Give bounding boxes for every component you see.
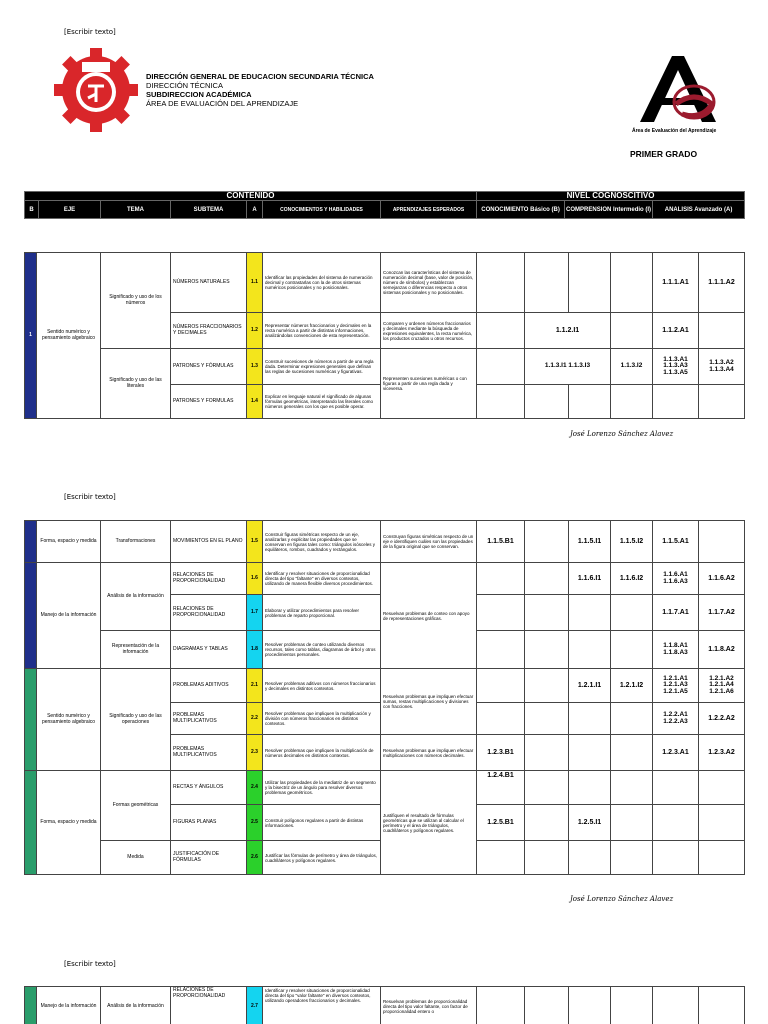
subtema-cell: PROBLEMAS ADITIVOS (171, 669, 247, 703)
header-line-2: DIRECCIÓN TÉCNICA (146, 81, 223, 90)
avanzado-cell-2: 1.1.6.A2 (699, 563, 745, 595)
subtema-cell: RELACIONES DE PROPORCIONALIDAD (171, 563, 247, 595)
avanzado-cell-1: 1.1.1.A1 (653, 253, 699, 313)
intermedio-cell-2: 1.1.5.I1 (569, 521, 611, 563)
ch-cell: Resolver problemas que impliquen la multiplicación de números decimales en distintos contextos. (263, 735, 381, 771)
intermedio-cell-3: 1.1.5.I2 (611, 521, 653, 563)
subtema-cell: RECTAS Y ÁNGULOS (171, 771, 247, 805)
avanzado-cell-2: 1.2.1.A2 1.2.1.A4 1.2.1.A6 (699, 669, 745, 703)
avanzado-cell-2: 1.1.7.A2 (699, 595, 745, 631)
intermedio-cell-2 (569, 771, 611, 805)
grade-title: PRIMER GRADO (630, 149, 698, 159)
avanzado-cell-1 (653, 987, 699, 1024)
eje-cell: Sentido numérico y pensamiento algebraico (37, 669, 101, 771)
ae-cell: Resuelvan problemas que impliquen efectuar multiplicaciones con números decimales. (381, 735, 477, 771)
ae-cell: Comparen y ordenen números fraccionarios y decimales mediante la búsqueda de expresiones equivalentes, la recta numérica, los productos cruzados u otros recursos. (381, 313, 477, 349)
area-evaluacion-logo (632, 50, 742, 136)
avanzado-cell-1 (653, 385, 699, 419)
basico-cell: 1.1.5.B1 (477, 521, 525, 563)
avanzado-cell-1: 1.2.1.A1 1.2.1.A3 1.2.1.A5 (653, 669, 699, 703)
col-aprendizajes: APRENDIZAJES ESPERADOS (381, 201, 477, 219)
num-cell: 1.4 (247, 385, 263, 419)
avanzado-cell-1: 1.1.8.A1 1.1.8.A3 (653, 631, 699, 669)
eje-cell: Manejo de la información (37, 563, 101, 669)
basico-cell (477, 703, 525, 735)
col-subtema: SUBTEMA (171, 201, 247, 219)
avanzado-cell-2: 1.2.3.A2 (699, 735, 745, 771)
intermedio-cell-3: 1.1.3.I2 (611, 349, 653, 385)
ch-cell: Construir figuras simétricas respecto de un eje, analizarlas y explicitar las propiedades que se conservan en figuras tales como: triángulos isósceles y equiláteros, rombos, cuadrados y rectángulos. (263, 521, 381, 563)
num-cell: 2.4 (247, 771, 263, 805)
intermedio-cell-3 (611, 595, 653, 631)
avanzado-cell-2 (699, 771, 745, 805)
avanzado-cell-1: 1.1.3.A1 1.1.3.A3 1.1.3.A5 (653, 349, 699, 385)
intermedio-cell-1 (525, 841, 569, 875)
avanzado-cell-1: 1.2.2.A1 1.2.2.A3 (653, 703, 699, 735)
dgest-logo (52, 46, 140, 134)
ch-cell: Elaborar y utilizar procedimientos para resolver problemas de reparto proporcional. (263, 595, 381, 631)
eje-cell: Sentido numérico y pensamiento algebraico (37, 253, 101, 419)
col-b: B (25, 201, 39, 219)
ch-cell: Resolver problemas que impliquen la multiplicación y división con números fraccionarios en distintos contextos. (263, 703, 381, 735)
intermedio-cell-1 (525, 563, 569, 595)
subtema-cell: NÚMEROS NATURALES (171, 253, 247, 313)
col-avanzado: ANALISIS Avanzado (A) (653, 201, 745, 219)
num-cell: 2.7 (247, 987, 263, 1024)
basico-cell (477, 987, 525, 1024)
avanzado-cell-2 (699, 385, 745, 419)
intermedio-cell-2 (569, 595, 611, 631)
num-cell: 2.2 (247, 703, 263, 735)
content-table-1 (24, 252, 745, 419)
col-a: A (247, 201, 263, 219)
num-cell: 2.3 (247, 735, 263, 771)
ch-cell: Representar números fraccionarios y decimales en la recta numérica a partir de distintas informaciones, analizándolas convenciones de esta representación. (263, 313, 381, 349)
intermedio-cell-3 (611, 703, 653, 735)
basico-cell (477, 841, 525, 875)
tema-cell: Significado y uso de los números (101, 253, 171, 349)
b-bar: 1 (25, 253, 37, 419)
header-line-3: SUBDIRECCION ACADÉMICA (146, 90, 252, 99)
subtema-cell: FIGURAS PLANAS (171, 805, 247, 841)
intermedio-cell-3 (611, 735, 653, 771)
avanzado-cell-2: 1.1.8.A2 (699, 631, 745, 669)
intermedio-cell-2 (569, 841, 611, 875)
content-table-2 (24, 520, 745, 875)
subtema-cell: DIAGRAMAS Y TABLAS (171, 631, 247, 669)
subtema-cell: RELACIONES DE PROPORCIONALIDAD (171, 987, 247, 1024)
signature: José Lorenzo Sánchez Alavez (570, 430, 674, 438)
intermedio-cell-3: 1.1.6.I2 (611, 563, 653, 595)
ch-cell: Identificar las propiedades del sistema de numeración decimal y contrastarlas con la de otros sistemas numéricos posicionales y no posicionales. (263, 253, 381, 313)
basico-cell (477, 349, 525, 385)
intermedio-cell-3 (611, 313, 653, 349)
intermedio-cell-2 (569, 385, 611, 419)
num-cell: 1.6 (247, 563, 263, 595)
avanzado-cell-1: 1.1.2.A1 (653, 313, 699, 349)
col-eje: EJE (39, 201, 101, 219)
signature: José Lorenzo Sánchez Alavez (570, 895, 674, 903)
col-tema: TEMA (101, 201, 171, 219)
intermedio-cell-3 (611, 771, 653, 805)
num-cell: 2.5 (247, 805, 263, 841)
intermedio-cell-1 (525, 521, 569, 563)
tema-cell: Significado y uso de las literales (101, 349, 171, 419)
intermedio-cell-2: 1.1.6.I1 (569, 563, 611, 595)
tema-cell: Análisis de la información (101, 563, 171, 631)
ch-cell: Resolver problemas de conteo utilizando diversos recursos, tales como tablas, diagramas de árbol y otros procedimientos personales. (263, 631, 381, 669)
subtema-cell: JUSTIFICACIÓN DE FÓRMULAS (171, 841, 247, 875)
intermedio-cell-3 (611, 841, 653, 875)
eje-cell: Forma, espacio y medida (37, 521, 101, 563)
avanzado-cell-2: 1.2.2.A2 (699, 703, 745, 735)
intermedio-cell-1 (525, 595, 569, 631)
ae-cell: Representen sucesiones numéricas o con figuras a partir de una regla dada y viceversa. (381, 349, 477, 419)
basico-cell: 1.2.3.B1 (477, 735, 525, 771)
basico-cell (477, 385, 525, 419)
col-intermedio: COMPRENSION Intermedio (I) (565, 201, 653, 219)
avanzado-cell-2: 1.1.1.A2 (699, 253, 745, 313)
col-basico: CONOCIMIENTO Básico (B) (477, 201, 565, 219)
header-nivel: NIVEL COGNOSCITIVO (477, 192, 745, 201)
intermedio-cell-2 (569, 987, 611, 1024)
tema-cell: Medida (101, 841, 171, 875)
intermedio-cell-2 (569, 735, 611, 771)
b-bar (25, 521, 37, 563)
intermedio-cell-1 (525, 771, 569, 805)
header-line-1: DIRECCIÓN GENERAL DE EDUCACION SECUNDARIA TÉCNICA (146, 72, 374, 81)
avanzado-cell-1 (653, 841, 699, 875)
intermedio-cell-3 (611, 631, 653, 669)
intermedio-cell-2 (569, 703, 611, 735)
intermedio-cell-1 (525, 703, 569, 735)
intermedio-cell-1 (525, 253, 569, 313)
basico-cell (477, 669, 525, 703)
avanzado-cell-2 (699, 841, 745, 875)
content-table-3 (24, 986, 745, 1024)
num-cell: 1.1 (247, 253, 263, 313)
intermedio-cell-1 (525, 805, 569, 841)
basico-cell (477, 253, 525, 313)
intermedio-cell-1: 1.1.2.I1 (525, 313, 611, 349)
ae-cell: Conozcan las características del sistema de numeración decimal (base, valor de posición, número de símbolos) y establezcan semejanzas o diferencias respecto a otros sistemas posicionales y no posicionales. (381, 253, 477, 313)
b-bar (25, 771, 37, 875)
basico-cell: 1.2.5.B1 (477, 805, 525, 841)
ch-cell: Justificar las fórmulas de perímetro y área de triángulos, cuadriláteros y polígonos regulares. (263, 841, 381, 875)
avanzado-cell-2 (699, 987, 745, 1024)
basico-cell (477, 563, 525, 595)
ae-cell: Construyan figuras simétricas respecto de un eje e identifiquen cuáles son las propiedades de la figura original que se conservan. (381, 521, 477, 563)
ch-cell: Identificar y resolver situaciones de proporcionalidad directa del tipo "faltante" en diversos contextos, utilizando de manera flexible diversos procedimientos. (263, 563, 381, 595)
subtema-cell: NÚMEROS FRACCIONARIOS Y DECIMALES (171, 313, 247, 349)
subtema-cell: RELACIONES DE PROPORCIONALIDAD (171, 595, 247, 631)
intermedio-cell-1 (525, 385, 569, 419)
avanzado-cell-1: 1.1.7.A1 (653, 595, 699, 631)
subtema-cell: PROBLEMAS MULTIPLICATIVOS (171, 703, 247, 735)
tema-cell: Formas geométricas (101, 771, 171, 841)
eje-cell: Forma, espacio y medida (37, 771, 101, 875)
table-header (24, 191, 745, 219)
intermedio-cell-1: 1.1.3.I1 1.1.3.I3 (525, 349, 611, 385)
avanzado-cell-2 (699, 805, 745, 841)
avanzado-cell-2 (699, 313, 745, 349)
ae-cell: Resuelvan problemas que impliquen efectuar sumas, restas multiplicaciones y divisiones con fracciones. (381, 669, 477, 735)
b-bar (25, 669, 37, 771)
avanzado-cell-2: 1.1.3.A2 1.1.3.A4 (699, 349, 745, 385)
subtema-cell: PROBLEMAS MULTIPLICATIVOS (171, 735, 247, 771)
basico-cell (477, 631, 525, 669)
avanzado-cell-1 (653, 805, 699, 841)
intermedio-cell-2 (569, 253, 611, 313)
num-cell: 1.8 (247, 631, 263, 669)
avanzado-cell-2 (699, 521, 745, 563)
intermedio-cell-2 (569, 631, 611, 669)
ch-cell: Construir sucesiones de números a partir de una regla dada. Determinar expresiones generales que definan las reglas de sucesiones numéricas y figurativas. (263, 349, 381, 385)
header-placeholder: [Escribir texto] (64, 960, 116, 968)
intermedio-cell-1 (525, 987, 569, 1024)
tema-cell: Transformaciones (101, 521, 171, 563)
col-conocimientos: CONOCIMIENTOS Y HABILIDADES (263, 201, 381, 219)
ch-cell: Identificar y resolver situaciones de proporcionalidad directa del tipo "valor faltante" en diversos contextos, utilizando operadores fraccionarios y decimales. (263, 987, 381, 1024)
num-cell: 2.1 (247, 669, 263, 703)
avanzado-cell-1: 1.2.3.A1 (653, 735, 699, 771)
ae-cell: Justifiquen el resultado de fórmulas geométricas que se utilizan al calcular el perímetro y el área de triángulos, cuadriláteros y polígonos regulares. (381, 771, 477, 875)
ch-cell: Utilizar las propiedades de la mediatriz de un segmento y la bisectriz de un ángulo para resolver diversos problemas geométricos. (263, 771, 381, 805)
intermedio-cell-1 (525, 735, 569, 771)
num-cell: 2.6 (247, 841, 263, 875)
avanzado-cell-1: 1.1.6.A1 1.1.6.A3 (653, 563, 699, 595)
avanzado-cell-1: 1.1.5.A1 (653, 521, 699, 563)
b-bar (25, 563, 37, 669)
basico-cell (477, 595, 525, 631)
num-cell: 1.3 (247, 349, 263, 385)
header-placeholder: [Escribir texto] (64, 28, 116, 36)
subtema-cell: PATRONES Y FORMULAS (171, 385, 247, 419)
avanzado-cell-1 (653, 771, 699, 805)
ae-cell: Resuelvan problemas de conteo con apoyo de representaciones gráficas. (381, 563, 477, 669)
num-cell: 1.7 (247, 595, 263, 631)
header-line-4: ÁREA DE EVALUACIÓN DEL APRENDIZAJE (146, 99, 299, 108)
header-placeholder: [Escribir texto] (64, 493, 116, 501)
b-bar (25, 987, 37, 1024)
subtema-cell: PATRONES Y FÓRMULAS (171, 349, 247, 385)
logo-caption: Área de Evaluación del Aprendizaje (632, 128, 717, 134)
ch-cell: Resolver problemas aditivos con números fraccionarios y decimales en distintos contextos. (263, 669, 381, 703)
intermedio-cell-3 (611, 805, 653, 841)
tema-cell: Representación de la información (101, 631, 171, 669)
header-contenido: CONTENIDO (25, 192, 477, 201)
num-cell: 1.2 (247, 313, 263, 349)
intermedio-cell-3: 1.2.1.I2 (611, 669, 653, 703)
tema-cell: Significado y uso de las operaciones (101, 669, 171, 771)
basico-cell (477, 313, 525, 349)
ae-cell: Resuelvan problemas de proporcionalidad directa del tipo valor faltante, con factor de proporcionalidad entero o (381, 987, 477, 1024)
intermedio-cell-2: 1.2.1.I1 (569, 669, 611, 703)
tema-cell: Análisis de la información (101, 987, 171, 1024)
eje-cell: Manejo de la información (37, 987, 101, 1024)
ch-cell: Construir polígonos regulares a partir de distintas informaciones. (263, 805, 381, 841)
intermedio-cell-3 (611, 987, 653, 1024)
intermedio-cell-3 (611, 385, 653, 419)
subtema-cell: MOVIMIENTOS EN EL PLANO (171, 521, 247, 563)
basico-cell: 1.2.4.B1 (477, 771, 525, 805)
intermedio-cell-1 (525, 669, 569, 703)
intermedio-cell-1 (525, 631, 569, 669)
ch-cell: Explicar en lenguaje natural el significado de algunas fórmulas geométricas, interpretando las literales como números generales con los que es posible operar. (263, 385, 381, 419)
intermedio-cell-2: 1.2.5.I1 (569, 805, 611, 841)
intermedio-cell-3 (611, 253, 653, 313)
num-cell: 1.5 (247, 521, 263, 563)
